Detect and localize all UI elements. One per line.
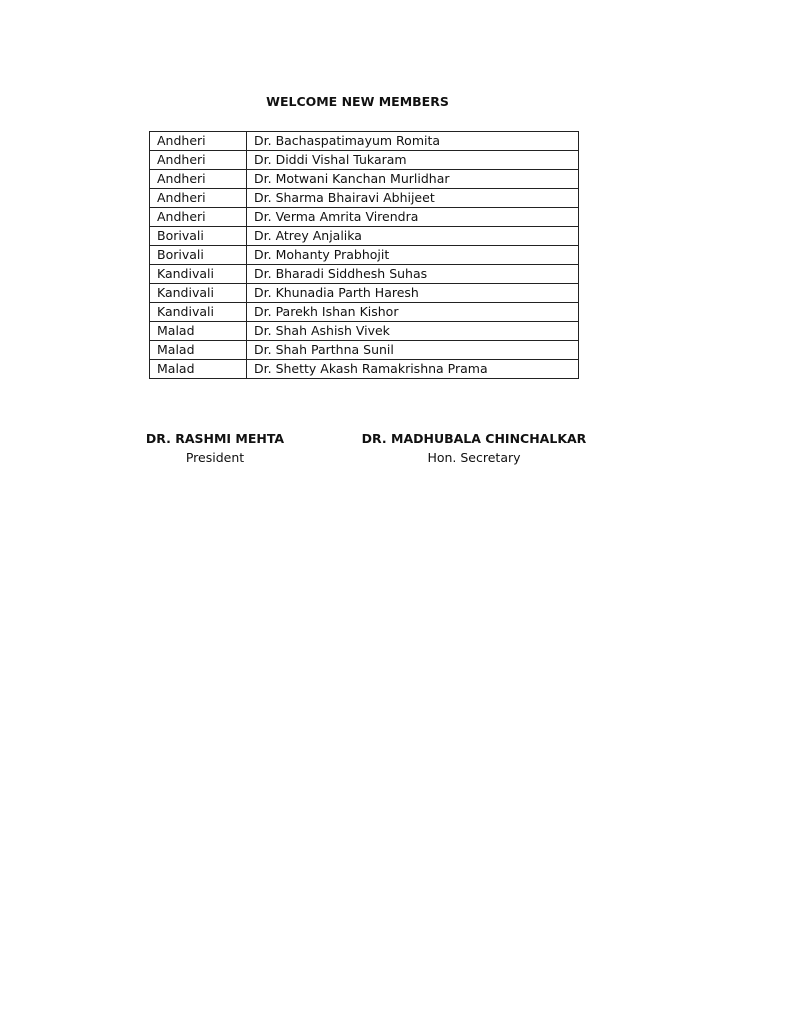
member-name-cell: Dr. Bachaspatimayum Romita xyxy=(247,132,579,151)
member-name-cell: Dr. Sharma Bhairavi Abhijeet xyxy=(247,189,579,208)
table-row xyxy=(150,322,579,341)
table-row xyxy=(150,246,579,265)
member-name-cell: Dr. Shah Parthna Sunil xyxy=(247,341,579,360)
member-name-cell: Dr. Diddi Vishal Tukaram xyxy=(247,151,579,170)
branch-cell: Borivali xyxy=(150,246,247,265)
branch-cell: Malad xyxy=(150,322,247,341)
branch-cell: Kandivali xyxy=(150,303,247,322)
member-name-cell: Dr. Parekh Ishan Kishor xyxy=(247,303,579,322)
member-name-cell: Dr. Atrey Anjalika xyxy=(247,227,579,246)
members-table xyxy=(149,131,579,379)
table-row xyxy=(150,170,579,189)
branch-cell: Malad xyxy=(150,341,247,360)
signature-block-secretary xyxy=(345,430,603,468)
table-row xyxy=(150,132,579,151)
signatory-role: Hon. Secretary xyxy=(427,450,521,465)
branch-cell: Kandivali xyxy=(150,265,247,284)
branch-cell: Kandivali xyxy=(150,284,247,303)
signature-block-president xyxy=(130,430,300,468)
member-name-cell: Dr. Shetty Akash Ramakrishna Prama xyxy=(247,360,579,379)
table-row xyxy=(150,151,579,170)
members-table-body xyxy=(150,132,579,379)
table-row xyxy=(150,189,579,208)
branch-cell: Malad xyxy=(150,360,247,379)
table-row xyxy=(150,360,579,379)
branch-cell: Andheri xyxy=(150,189,247,208)
branch-cell: Andheri xyxy=(150,132,247,151)
table-row xyxy=(150,208,579,227)
table-row xyxy=(150,284,579,303)
table-row xyxy=(150,303,579,322)
signatory-name: DR. MADHUBALA CHINCHALKAR xyxy=(361,431,587,446)
branch-cell: Andheri xyxy=(150,170,247,189)
member-name-cell: Dr. Verma Amrita Virendra xyxy=(247,208,579,227)
branch-cell: Andheri xyxy=(150,208,247,227)
table-row xyxy=(150,265,579,284)
member-name-cell: Dr. Mohanty Prabhojit xyxy=(247,246,579,265)
branch-cell: Borivali xyxy=(150,227,247,246)
signatory-name: DR. RASHMI MEHTA xyxy=(145,431,285,446)
member-name-cell: Dr. Shah Ashish Vivek xyxy=(247,322,579,341)
signatory-role: President xyxy=(185,450,245,465)
table-row xyxy=(150,341,579,360)
page-title: WELCOME NEW MEMBERS xyxy=(266,94,449,109)
member-name-cell: Dr. Bharadi Siddhesh Suhas xyxy=(247,265,579,284)
table-row xyxy=(150,227,579,246)
branch-cell: Andheri xyxy=(150,151,247,170)
member-name-cell: Dr. Motwani Kanchan Murlidhar xyxy=(247,170,579,189)
member-name-cell: Dr. Khunadia Parth Haresh xyxy=(247,284,579,303)
